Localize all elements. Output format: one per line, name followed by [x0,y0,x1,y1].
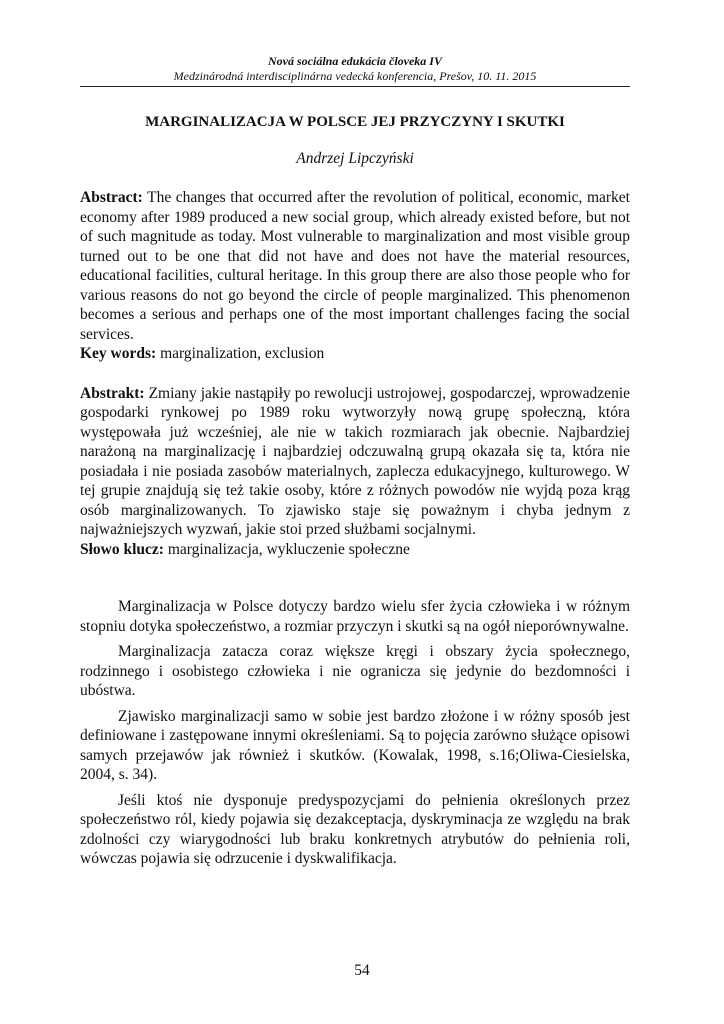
keywords-polish-label: Słowo klucz: [80,540,164,558]
conference-line: Medzinárodná interdisciplinárna vedecká konferencia, Prešov, 10. 11. 2015 [173,69,537,83]
running-header [80,54,630,84]
abstract-english-text: The changes that occurred after the revolution of political, economic, market economy after 1989 produced a new social group, which already existed before, but not of such magnitude as today. Most vulnerable to marginalization and most visible group turned out to be one that did not have and does not have the material resources, educational facilities, cultural heritage. In this group there are also those people who for various reasons do not go beyond the circle of people marginalized. This phenomenon becomes a serious and perhaps one of the most important challenges facing the social services. [80,189,630,343]
article-author: Andrzej Lipczyński [296,150,414,167]
abstract-english-label: Abstract: [80,189,143,206]
article-body [80,597,630,869]
journal-title: Nová sociálna edukácia človeka IV [268,54,442,68]
body-paragraph: Marginalizacja w Polsce dotyczy bardzo wielu sfer życia człowieka i w różnym stopniu dotyka społeczeństwo, a rozmiar przyczyn i skutki są na ogół nieporównywalne. [80,598,630,635]
keywords-english [80,344,630,364]
keywords-english-text: marginalization, exclusion [160,345,325,362]
body-paragraph: Zjawisko marginalizacji samo w sobie jest bardzo złożone i w różny sposób jest definiowane i zastępowane innymi określeniami. Są to pojęcia zarówno służące opisowi samych przejawów jak również i skutków. (Kowalak, 1998, s.16;Oliwa-Ciesielska, 2004, s. 34). [80,707,630,783]
page-content [80,54,630,875]
body-paragraph: Marginalizacja zatacza coraz większe kręgi i obszary życia społecznego, rodzinnego i osobistego człowieka i nie ogranicza się jedynie do bezdomności i ubóstwa. [80,643,630,699]
abstract-english [80,188,630,364]
keywords-polish-text: marginalizacja, wykluczenie społeczne [167,540,410,558]
abstract-polish-text: Zmiany jakie nastąpiły po rewolucji ustrojowej, gospodarczej, wprowadzenie gospodarki rynkowej po 1989 roku wytworzyły nową grupę społeczną, która występowała już wcześniej, ale nie w takich rozmiarach jak obecnie. Najbardziej narażoną na marginalizację i najbardziej odczuwalną grupą okazała się ta, która nie posiadała i nie posiada zasobów materialnych, zaplecza edukacyjnego, kulturowego. W tej grupie znajdują się też takie osoby, które z różnych powodów nie wyjdą poza krąg osób marginalizowanych. To zjawisko staje się poważnym i chyba jednym z najważniejszych wyzwań, jakie stoi przed służbami socjalnymi. [80,384,630,538]
abstract-english-paragraph [80,188,630,344]
keywords-polish [80,540,630,560]
abstract-polish-paragraph [80,384,630,540]
keywords-english-label: Key words: [80,345,157,362]
article-title: MARGINALIZACJA W POLSCE JEJ PRZYCZYNY I SKUTKI [145,114,565,130]
body-paragraph: Jeśli ktoś nie dysponuje predyspozycjami do pełnienia określonych przez społeczeństwo ról, kiedy pojawia się dezakceptacja, dyskryminacja ze względu na brak zdolności czy wiarygodności lub braku konkretnych atrybutów do pełnienia roli, wówczas pojawia się odrzucenie i dyskwalifikacja. [80,791,630,867]
abstract-polish [80,384,630,560]
abstract-polish-label: Abstrakt: [80,384,145,402]
header-rule [80,86,630,87]
page-number: 54 [354,962,370,979]
